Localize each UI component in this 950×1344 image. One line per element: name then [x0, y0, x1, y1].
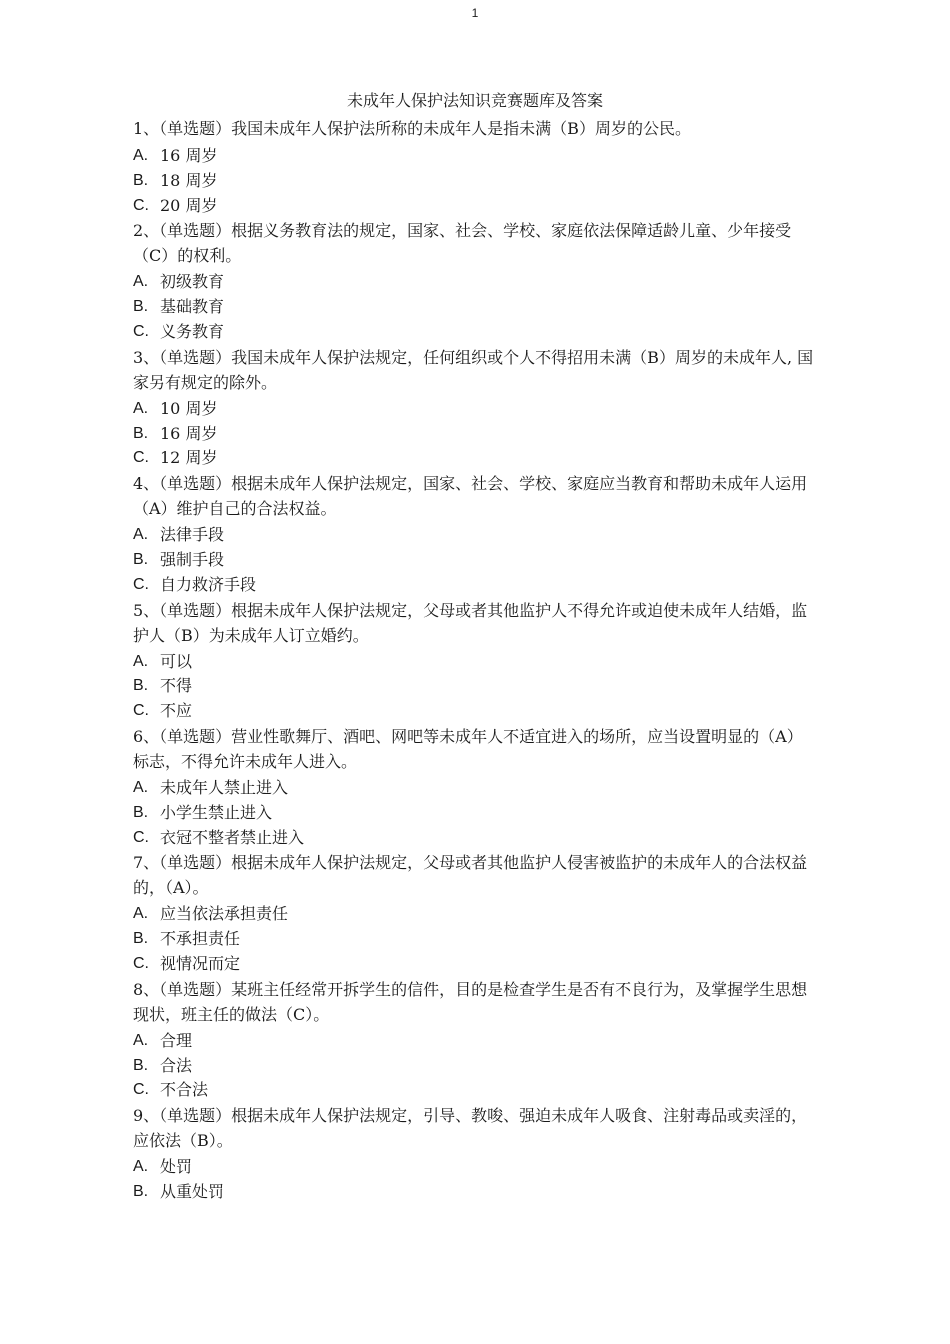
option-letter: C. — [133, 702, 149, 720]
option-letter: B. — [133, 550, 149, 568]
option-text: 自力救济手段 — [160, 574, 257, 594]
option-letter: B. — [133, 298, 149, 316]
question-1 — [133, 116, 817, 218]
question-9 — [133, 1103, 817, 1205]
option-text: 不得 — [160, 676, 193, 696]
option-c — [133, 320, 817, 345]
option-text: 视情况而定 — [160, 953, 241, 973]
option-text: 合理 — [160, 1030, 193, 1050]
option-letter: B. — [133, 171, 149, 189]
question-text: 9、（单选题）根据未成年人保护法规定，引导、教唆、强迫未成年人吸食、注射毒品或卖淫的，应依法（B）。 — [133, 1106, 808, 1151]
option-letter: A. — [133, 1031, 149, 1049]
option-letter: A. — [133, 778, 149, 796]
option-b — [133, 548, 817, 573]
option-a — [133, 1029, 817, 1054]
option-text: 不合法 — [160, 1080, 209, 1100]
option-c — [133, 699, 817, 724]
option-a — [133, 270, 817, 295]
option-text: 不应 — [160, 701, 193, 721]
option-letter: A. — [133, 399, 149, 417]
option-text: 初级教育 — [160, 272, 225, 292]
option-letter: B. — [133, 930, 149, 948]
option-text: 处罚 — [160, 1157, 193, 1177]
question-5 — [133, 598, 817, 724]
option-text: 10 周岁 — [160, 398, 218, 418]
option-a — [133, 902, 817, 927]
option-text: 18 周岁 — [160, 170, 218, 190]
option-letter: C. — [133, 954, 149, 972]
option-letter: B. — [133, 1056, 149, 1074]
option-text: 法律手段 — [160, 525, 225, 545]
question-text: 8、（单选题）某班主任经常开拆学生的信件，目的是检查学生是否有不良行为，及掌握学生思想现状，班主任的做法（C）。 — [133, 979, 808, 1024]
option-text: 基础教育 — [160, 297, 225, 317]
option-text: 12 周岁 — [160, 448, 218, 468]
option-letter: C. — [133, 1081, 149, 1099]
option-c — [133, 194, 817, 219]
option-text: 合法 — [160, 1055, 193, 1075]
question-3 — [133, 345, 817, 471]
question-2 — [133, 218, 817, 344]
option-c — [133, 826, 817, 851]
option-letter: C. — [133, 828, 149, 846]
option-letter: A. — [133, 147, 149, 164]
question-text: 6、（单选题）营业性歌舞厅、酒吧、网吧等未成年人不适宜进入的场所，应当设置明显的（A）标志，不得允许未成年人进入。 — [133, 726, 803, 771]
option-a — [133, 144, 817, 169]
question-text: 1、（单选题）我国未成年人保护法所称的未成年人是指未满（B）周岁的公民。 — [133, 119, 691, 138]
question-6 — [133, 724, 817, 850]
option-letter: B. — [133, 1182, 149, 1200]
question-8 — [133, 977, 817, 1103]
option-letter: A. — [133, 273, 149, 291]
question-text: 7、（单选题）根据未成年人保护法规定，父母或者其他监护人侵害被监护的未成年人的合法权益的，（A）。 — [133, 853, 808, 898]
option-letter: A. — [133, 526, 149, 544]
option-c — [133, 1078, 817, 1103]
question-text: 5、（单选题）根据未成年人保护法规定，父母或者其他监护人不得允许或迫使未成年人结婚，监护人（B）为未成年人订立婚约。 — [133, 600, 808, 645]
option-text: 16 周岁 — [160, 146, 218, 165]
option-text: 应当依法承担责任 — [160, 904, 289, 924]
question-text: 2、（单选题）根据义务教育法的规定，国家、社会、学校、家庭依法保障适龄儿童、少年接受（C）的权利。 — [133, 221, 792, 266]
option-text: 小学生禁止进入 — [160, 802, 273, 822]
page-number: 1 — [471, 6, 479, 20]
option-letter: A. — [133, 1158, 149, 1176]
option-letter: C. — [133, 196, 149, 214]
option-letter: A. — [133, 905, 149, 923]
question-text: 3、（单选题）我国未成年人保护法规定，任何组织或个人不得招用未满（B）周岁的未成年人, 国家另有规定的除外。 — [133, 347, 814, 392]
option-c — [133, 573, 817, 598]
option-a — [133, 1155, 817, 1180]
option-c — [133, 952, 817, 977]
option-b — [133, 295, 817, 320]
option-b — [133, 1180, 817, 1205]
option-letter: A. — [133, 652, 149, 670]
option-letter: B. — [133, 803, 149, 821]
option-text: 16 周岁 — [160, 423, 218, 443]
option-text: 义务教育 — [160, 321, 225, 341]
option-a — [133, 650, 817, 675]
option-letter: B. — [133, 677, 149, 695]
option-c — [133, 446, 817, 471]
question-text: 4、（单选题）根据未成年人保护法规定，国家、社会、学校、家庭应当教育和帮助未成年人运用（A）维护自己的合法权益。 — [133, 474, 808, 519]
question-list — [133, 116, 817, 1205]
document-title: 未成年人保护法知识竞赛题库及答案 — [346, 91, 603, 110]
option-b — [133, 674, 817, 699]
option-b — [133, 927, 817, 952]
question-7 — [133, 850, 817, 976]
option-b — [133, 169, 817, 194]
option-text: 不承担责任 — [160, 929, 241, 949]
option-text: 从重处罚 — [160, 1181, 225, 1201]
option-a — [133, 523, 817, 548]
question-4 — [133, 471, 817, 597]
option-a — [133, 776, 817, 801]
option-text: 20 周岁 — [160, 195, 218, 215]
option-text: 衣冠不整者禁止进入 — [160, 827, 305, 847]
option-letter: B. — [133, 424, 149, 442]
option-text: 未成年人禁止进入 — [160, 777, 289, 797]
option-b — [133, 1054, 817, 1079]
option-letter: C. — [133, 449, 149, 467]
option-b — [133, 801, 817, 826]
option-letter: C. — [133, 575, 149, 593]
option-text: 可以 — [160, 651, 193, 671]
option-text: 强制手段 — [160, 549, 225, 569]
option-b — [133, 422, 817, 447]
option-letter: C. — [133, 322, 149, 340]
option-a — [133, 397, 817, 422]
